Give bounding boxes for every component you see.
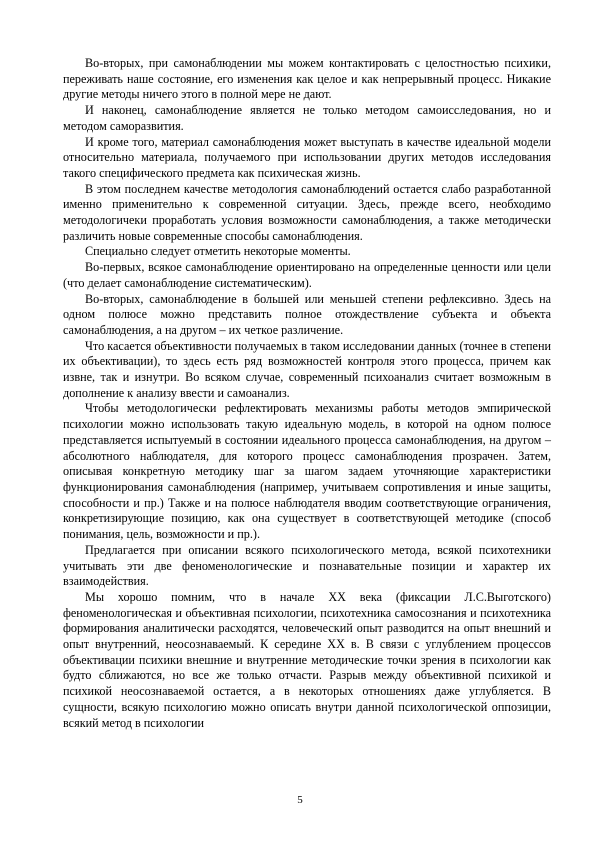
paragraph: И наконец, самонаблюдение является не только методом самоисследования, но и методом саморазвития. — [63, 103, 551, 133]
paragraph: Что касается объективности получаемых в таком исследовании данных (точнее в степени их объективации), то здесь есть ряд возможностей контроля этого процесса, причем как извне, так и изнутри. Во всяком случае, современный психоанализ считает возможным в дополнение к анализу ввести и самоанализ. — [63, 338, 551, 400]
paragraph: Во-вторых, при самонаблюдении мы можем контактировать с целостностью психики, переживать наше состояние, его изменения как целое и как непрерывный процесс. Никакие другие методы ничего этого в полной мере не дают. — [63, 56, 551, 102]
paragraph: Во-вторых, самонаблюдение в большей или меньшей степени рефлексивно. Здесь на одном полюсе можно представить полное отождествление субъекта и объекта самонаблюдения, а на другом – их четкое различение. — [63, 291, 551, 337]
paragraph: Специально следует отметить некоторые моменты. — [85, 244, 351, 259]
body-text — [63, 56, 551, 731]
paragraph: В этом последнем качестве методология самонаблюдений остается слабо разработанной именно применительно к современной ситуации. Здесь, прежде всего, необходимо методологичеки проработать условия возможности самонаблюдения, а также методически различить новые современные способы самонаблюдения. — [63, 181, 551, 243]
paragraph: Чтобы методологически рефлектировать механизмы работы методов эмпирической психологии можно использовать такую идеальную модель, в которой на одном полюсе представляется испытуемый в состоянии идеального процесса самонаблюдения, на другом – абсолютного наблюдателя, для которого процесс самонаблюдения прозрачен. Затем, описывая конкретную методику шаг за шагом задаем уточняющие характеристики функционирования самонаблюдения (например, учитываем сопротивления и иные защиты, способности и пр.) Также и на полюсе наблюдателя вводим соответствующие ограничения, конкретизирующие позицию, как она существует в соответствующей методике (способ понимания, цель, возможности и пр.). — [63, 401, 551, 542]
paragraph: Мы хорошо помним, что в начале ХХ века (фиксации Л.С.Выготского) феноменологическая и объективная психологии, психотехника самосознания и психотехника формирования аналитически расходятся, человеческий опыт разводится на опыт внешний и опыт внутренний, неосознаваемый. К середине ХХ в. В связи с углублением процессов объективации психики внешние и внутренние методические точки зрения в психологии как будто сближаются, но все же только отчасти. Разрыв между объективной психикой и психикой неосознаваемой остается, а в некоторых отношениях даже углубляется. В сущности, всякую психологию можно описать внутри данной психологической оппозиции, всякий метод в психологии — [63, 589, 551, 730]
paragraph: Предлагается при описании всякого психологического метода, всякой психотехники учитывать эти две феноменологические и познавательные позиции и характер их взаимодействия. — [63, 542, 551, 589]
page-number: 5 — [297, 794, 303, 806]
paragraph: И кроме того, материал самонаблюдения может выступать в качестве идеальной модели относительно материала, получаемого при использовании других методов исследования такого специфического предмета как психическая жизнь. — [63, 134, 551, 180]
paragraph: Во-первых, всякое самонаблюдение ориентировано на определенные ценности или цели (что делает самонаблюдение систематическим). — [63, 260, 551, 290]
